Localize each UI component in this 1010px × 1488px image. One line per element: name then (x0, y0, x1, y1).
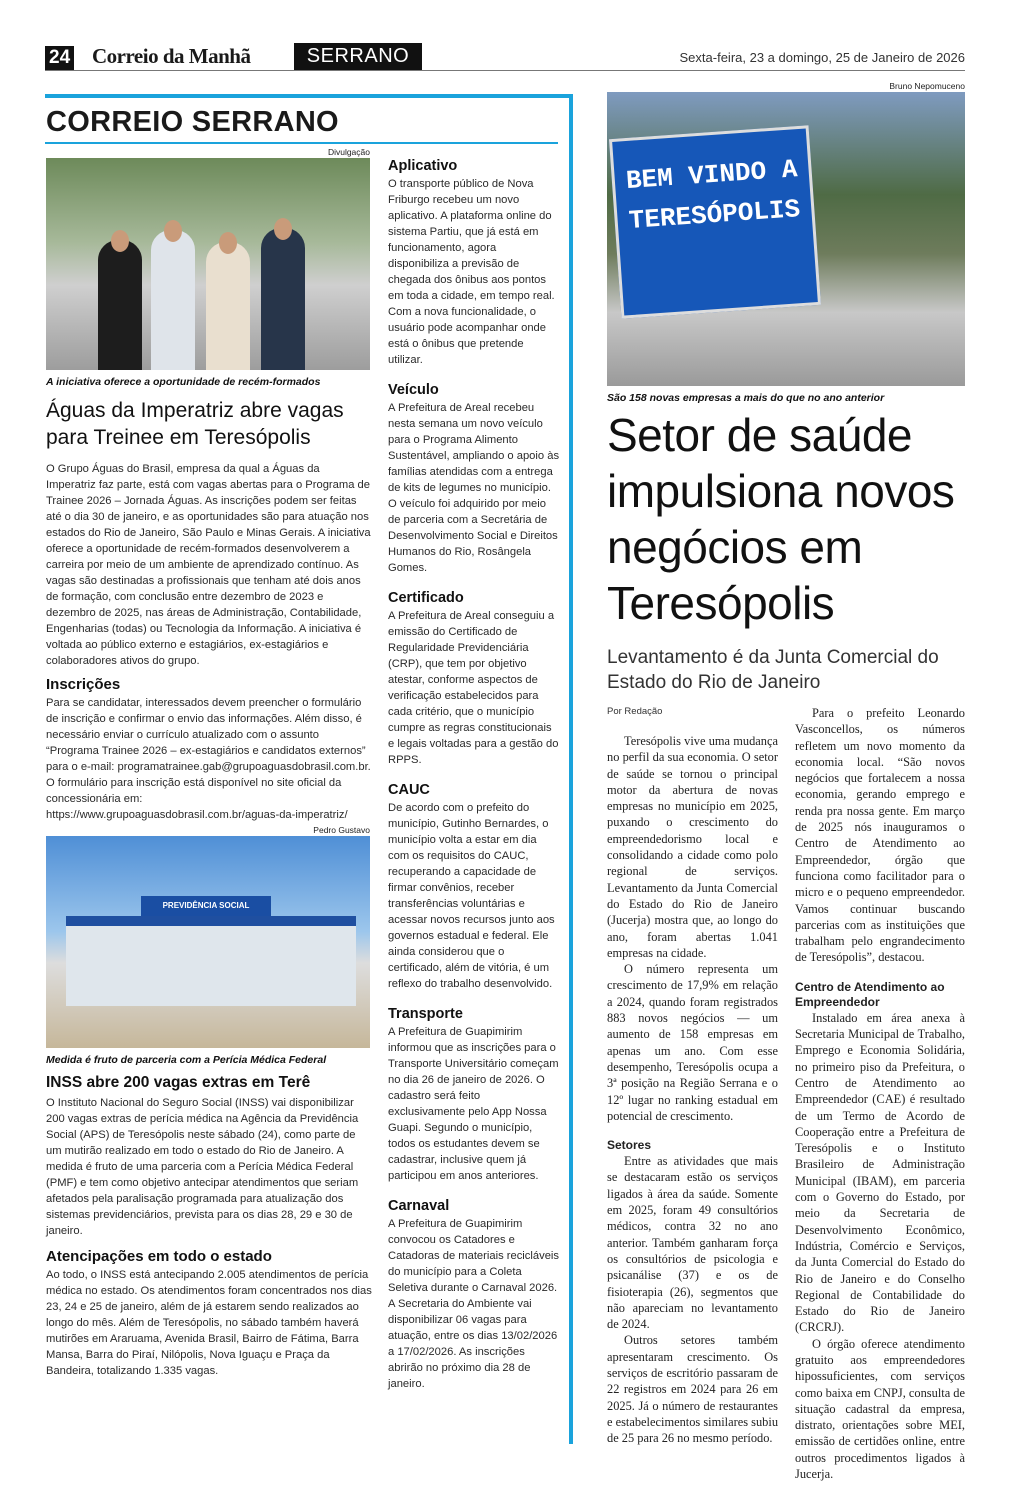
article-paragraph: O órgão oferece atendimento gratuito aos empreendedores hipossuficientes, com serviços como baixa em CNPJ, consulta de situação cadastral da empresa, distrato, orientações sobre MEI, emissão de certidões online, entre outros procedimentos ligados à Jucerja. (795, 1336, 965, 1482)
photo-caption: São 158 novas empresas a mais do que no ano anterior (607, 392, 885, 404)
subheading: Atencipações em todo o estado (46, 1248, 272, 1265)
main-article-col1 (607, 705, 778, 1482)
newspaper-logo: Correio da Manhã (92, 44, 251, 68)
article-headline: Águas da Imperatriz abre vagas para Treinee em Teresópolis (46, 399, 344, 449)
subheading: Centro de Atendimento ao Empreendedor (795, 979, 945, 1009)
subheading: Inscrições (46, 676, 121, 693)
note-title: Certificado (388, 590, 464, 606)
note-title: Veículo (388, 382, 439, 398)
article-headline: INSS abre 200 vagas extras em Terê (46, 1074, 311, 1091)
note-body: A Prefeitura de Areal recebeu nesta semana um novo veículo para o Programa Alimento Sustentável, ampliando o apoio às famílias atendidas com a entrega de kits de legumes no município. O veículo foi adquirido por meio de parceria com a Secretária de Desenvolvimento Social e Direitos Humanos do Rio, Rosângela Gomes. (388, 402, 560, 574)
note-body: A Prefeitura de Guapimirim informou que as inscrições para o Transporte Universitário começam no dia 26 de janeiro de 2026. O cadastro será feito exclusivamente pelo App Nossa Guapi. Segundo o município, todos os estudantes devem se cadastrar, inclusive quem já participou em anos anteriores. (388, 1026, 559, 1182)
trainee-group-photo (46, 158, 370, 370)
article-paragraph: Entre as atividades que mais se destacaram estão os serviços ligados à área da saúde. Somente em 2025, foram 49 consultórios médicos, contra 32 no ano anterior. Também ganharam força os consultórios de psicologia e psicanálise (37) e os de fisioterapia (26), segmentos que não apareciam no levantamento de 2024. (607, 1154, 778, 1332)
article-paragraph: Para o prefeito Leonardo Vasconcellos, os números refletem um novo momento da economia local. “São novos negócios que fortalecem a nossa economia, gerando emprego e renda pra nossa gente. Em março de 2025 nós inauguramos o Centro de Atendimento ao Empreendedor, órgão que funciona como facilitador para o micro e o pequeno empreendedor. Vamos continuar buscando parcerias com as instituições que trabalham pelo engrandecimento de Teresópolis”, destacou. (795, 706, 965, 965)
note-item (388, 380, 560, 576)
article-paragraph: Teresópolis vive uma mudança no perfil da sua economia. O setor de saúde se tornou o principal motor da abertura de novas empresas no município em 2025, puxando o crescimento do empreendedorismo local e consolidando a cidade como polo regional de serviços. Levantamento da Junta Comercial do Estado do Rio de Janeiro (Jucerja) mostra que, ao longo do ano, foram abertas 1.041 empresas na cidade. (607, 734, 778, 960)
note-item (388, 156, 560, 368)
left-column (46, 147, 372, 1379)
box-title-underline (45, 142, 558, 144)
photo-credit: Pedro Gustavo (313, 825, 370, 835)
note-item (388, 588, 560, 768)
main-headline: Setor de saúde impulsiona novos negócios em Teresópolis (607, 409, 955, 629)
building-sign: PREVIDÊNCIA SOCIAL (141, 896, 271, 916)
note-body: A Prefeitura de Areal conseguiu a emissão do Certificado de Regularidade Previdenciária (CRP), que tem por objetivo atestar, conforme aspectos de verificação estabelecidos para cada critério, que o município cumpre as regras constitucionais e legais voltadas para a gestão do RPPS. (388, 610, 559, 766)
page-number: 24 (45, 46, 74, 70)
note-title: Aplicativo (388, 158, 458, 174)
article-columns (607, 705, 967, 1482)
welcome-sign-photo (607, 92, 965, 386)
article-body: O Grupo Águas do Brasil, empresa da qual a Águas da Imperatriz faz parte, está com vagas abertas para o Programa de Trainee 2026 – Jornada Águas. As inscrições podem ser feitas até o dia 30 de janeiro, e as oportunidades são para atuação nos estados do Rio de Janeiro, São Paulo e Minas Gerais. A iniciativa oferece a oportunidade de recém-formados desenvolverem a carreira por meio de um ambiente de aprendizado contínuo. As vagas são destinadas a profissionais que tenham até dois anos de formação, com conclusão entre dezembro de 2023 e dezembro de 2025, nas áreas de Administração, Contabilidade, Engenharias (todas) ou Tecnologia da Informação. A iniciativa é voltada ao público externo e estagiários, ex-estagiários e colaboradores ativos do grupo. (46, 463, 371, 667)
subheading: Setores (607, 1138, 652, 1153)
photo-caption: A iniciativa oferece a oportunidade de recém-formados (46, 376, 321, 388)
note-body: A Prefeitura de Guapimirim convocou os Catadores e Catadoras de materiais recicláveis do município para a Coleta Seletiva durante o Carnaval 2026. A Secretaria do Ambiente vai disponibilizar 06 vagas para atuação, entre os dias 13/02/2026 a 17/02/2026. As inscrições abrirão no próximo dia 28 de janeiro. (388, 1218, 559, 1390)
note-item (388, 1004, 560, 1184)
article-paragraph: O número representa um crescimento de 17,9% em relação a 2024, quando foram registrados 883 novos negócios — um aumento de 158 empresas em apenas um ano. Com esse desempenho, Teresópolis ocupa a 3ª posição na Região Serrana e o 12º lugar no ranking estadual em potencial de crescimento. (607, 962, 778, 1123)
photo-credit: Divulgação (327, 147, 370, 157)
note-body: O transporte público de Nova Friburgo recebeu um novo aplicativo. A plataforma online do sistema Partiu, que já está em funcionamento, agora disponibiliza a previsão de chegada dos ônibus aos pontos em toda a cidade, em tempo real. Com a nova funcionalidade, o usuário pode acompanhar onde está o ônibus que pretende utilizar. (388, 178, 555, 366)
main-subheadline: Levantamento é da Junta Comercial do Estado do Rio de Janeiro (607, 647, 939, 693)
article-body: O Instituto Nacional do Seguro Social (INSS) vai disponibilizar 200 vagas extras de perícia médica na Agência da Previdência Social (APS) de Teresópolis neste sábado (24), como parte de um mutirão realizado em todo o estado do Rio de Janeiro. A medida é fruto de uma parceria com a Perícia Médica Federal (PMF) e tem como objetivo antecipar atendimentos que seriam afetados pela paralisação programada para atualização dos sistemas previdenciários, prevista para os dias 28, 29 e 30 de janeiro. (46, 1097, 359, 1237)
note-title: CAUC (388, 782, 430, 798)
note-item (388, 780, 560, 992)
note-title: Transporte (388, 1006, 463, 1022)
section-label: SERRANO (294, 43, 422, 70)
box-top-border (45, 94, 573, 98)
welcome-sign: BEM VINDO A TERESÓPOLIS (609, 125, 821, 319)
main-article-col2 (795, 705, 965, 1482)
box-title: CORREIO SERRANO (46, 106, 339, 138)
article-paragraph: Instalado em área anexa à Secretaria Municipal de Trabalho, Emprego e Economia Solidária, no primeiro piso da Prefeitura, o Centro de Atendimento ao Empreendedor (CAE) é resultado de um Termo de Acordo de Cooperação entre a Prefeitura de Teresópolis e o Instituto Brasileiro de Administração Municipal (IBAM), em parceria com o Governo do Estado, por meio da Secretaria de Desenvolvimento Econômico, Indústria, Comércio e Serviços, da Junta Comercial do Estado do Rio de Janeiro e do Conselho Regional de Contabilidade do Estado do Rio de Janeiro (CRCRJ). (795, 1010, 965, 1335)
notes-column (388, 156, 560, 1392)
note-item (388, 1196, 560, 1392)
article-paragraph: Outros setores também apresentaram crescimento. Os serviços de escritório passaram de 22 registros em 2024 para 26 em 2025. Já o número de restaurantes e estabelecimentos similares subiu de 25 para 26 no mesmo período. (607, 1333, 779, 1446)
photo-credit: Bruno Nepomuceno (889, 81, 965, 91)
header-divider (45, 70, 965, 71)
note-title: Carnaval (388, 1198, 450, 1214)
main-article (607, 81, 967, 1482)
inss-building-photo (46, 836, 370, 1048)
box-right-border (569, 94, 573, 1444)
note-body: De acordo com o prefeito do município, Gutinho Bernardes, o município volta a estar em dia com os requisitos do CAUC, recuperando a capacidade de firmar convênios, receber transferências voluntárias e acessar novos recursos junto aos governos estadual e federal. Ele ainda considerou que o certificado, além de vitória, é um reflexo do trabalho desenvolvido. (388, 802, 555, 990)
article-body: Ao todo, o INSS está antecipando 2.005 atendimentos de perícia médica no estado. Os atendimentos foram concentrados nos dias 23, 24 e 25 de janeiro, além de já estarem sendo realizados ao longo do mês. Além de Teresópolis, no sábado também haverá mutirões em Araruama, Avenida Brasil, Bairro de Fátima, Barra Mansa, Barra do Piraí, Nilópolis, Nova Iguaçu e Praça da Bandeira, totalizando 1.335 vagas. (46, 1269, 372, 1377)
issue-date: Sexta-feira, 23 a domingo, 25 de Janeiro de 2026 (679, 50, 965, 65)
byline: Por Redação (607, 706, 663, 717)
article-body: Para se candidatar, interessados devem preencher o formulário de inscrição e confirmar o envio das informações. Além disso, é necessário enviar o currículo atualizado com o assunto “Programa Trainee 2026 – ex-estagiários e candidatos externos” para o e-mail: programatrainee.gab@grupoaguasdobrasil.com.br. O formulário para inscrição está disponível no site oficial da concessionária em: https://www.grupoaguasdobrasil.com.br/aguas-da-imperatriz/ (46, 697, 371, 821)
photo-caption: Medida é fruto de parceria com a Perícia Médica Federal (46, 1054, 327, 1066)
